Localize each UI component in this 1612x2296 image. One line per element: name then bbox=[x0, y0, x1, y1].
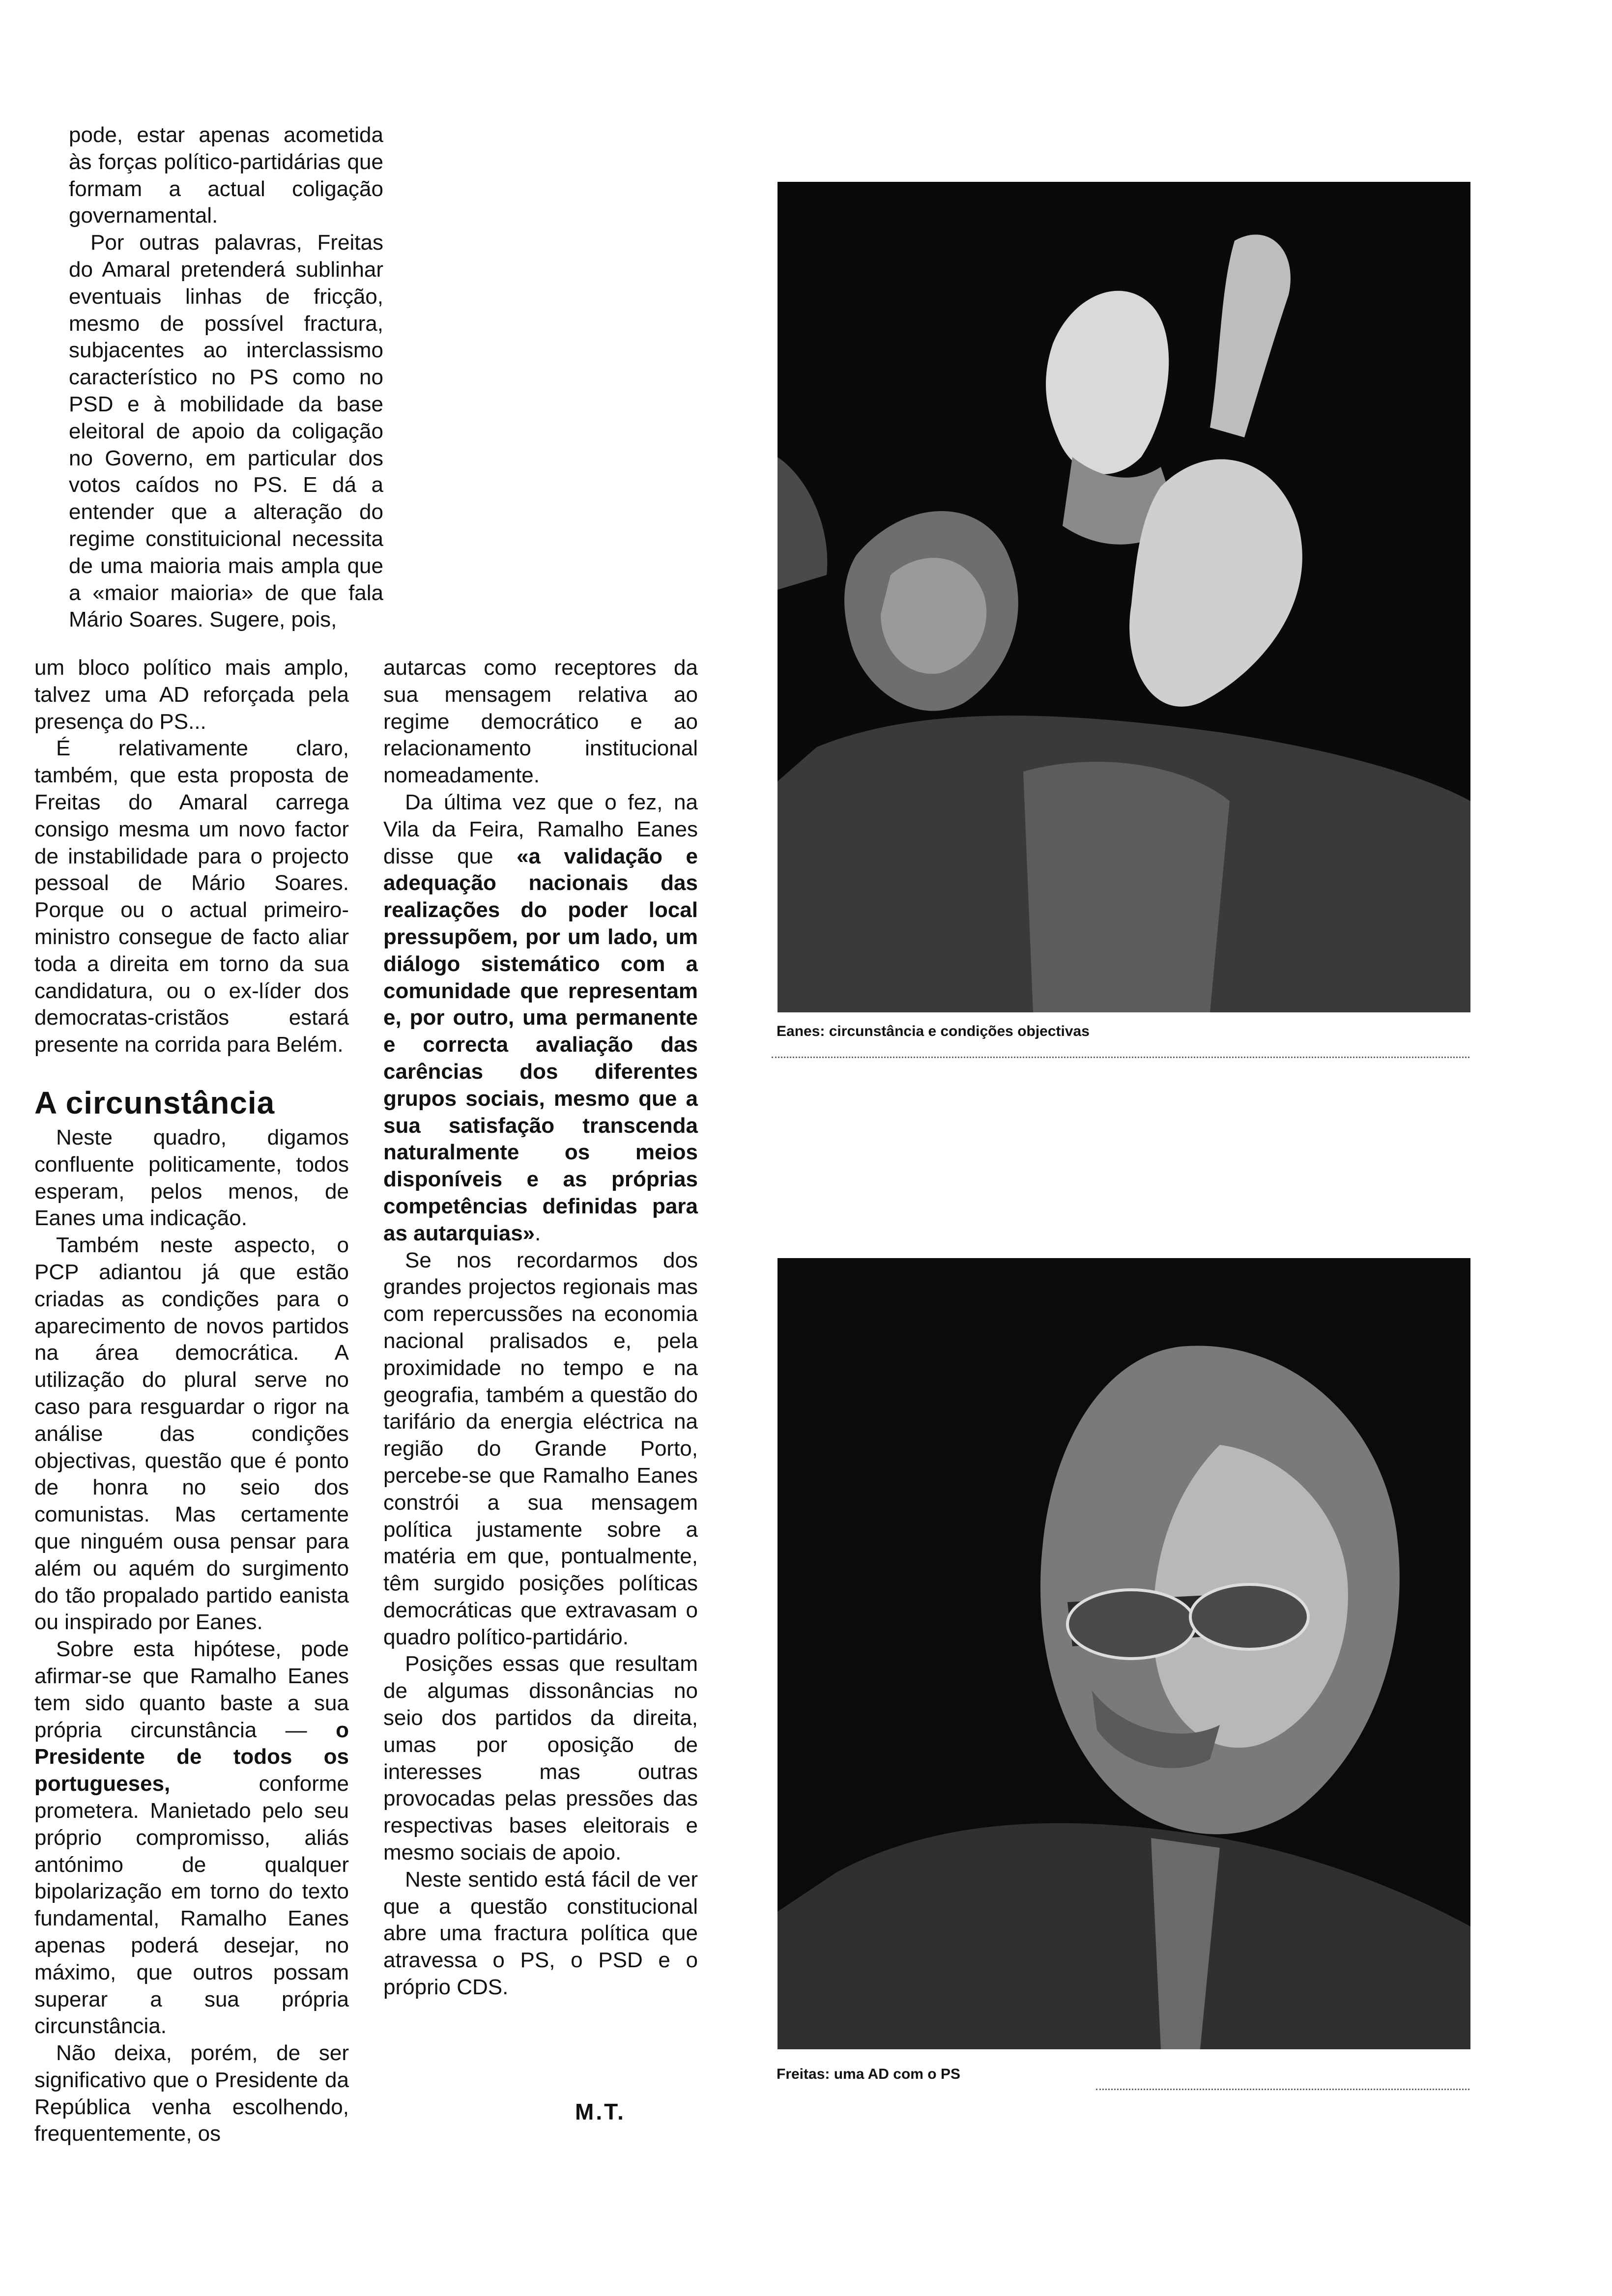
paragraph: É relativamente claro, também, que esta proposta de Freitas do Amaral carrega consigo mesma um novo factor de instabilidade para o projecto pessoal de Mário Soares. Porque ou o actual primeiro-ministro consegue de facto aliar toda a direita em torno da sua candidatura, ou o ex-líder dos democratas-cristãos estará presente na corrida para Belém. bbox=[34, 736, 349, 1057]
paragraph: Posições essas que resultam de algumas dissonâncias no seio dos partidos da direita, umas por oposição de interesses mas outras provocadas pelas pressões das respectivas bases eleitorais e mesmo sociais de apoio. bbox=[383, 1652, 698, 1865]
column-1-top bbox=[69, 122, 383, 633]
paragraph-text: Da última vez que o fez, na Vila da Feira, Ramalho Eanes disse que bbox=[383, 790, 698, 868]
photo-freitas-image bbox=[777, 1258, 1470, 2049]
photo-eanes bbox=[777, 182, 1470, 1012]
photo-eanes-image bbox=[777, 182, 1470, 1012]
divider bbox=[772, 1057, 1469, 1058]
paragraph-text: conforme prometera. Manietado pelo seu próprio compromisso, aliás antónimo de qualquer bipolarização em torno do texto fundamental, Ramalho Eanes apenas poderá desejar, no máximo, que outros possam superar a sua própria circunstância. bbox=[34, 1772, 349, 2038]
column-1-bottom bbox=[34, 655, 349, 1059]
paragraph-text: Sobre esta hipótese, pode afirmar-se que Ramalho Eanes tem sido quanto baste a sua própria circunstância — bbox=[34, 1637, 349, 1742]
bold-quote: o Presidente de todos os portugueses, bbox=[34, 1718, 349, 1796]
paragraph: Não deixa, porém, de ser significativo que o Presidente da República venha escolhendo, frequentemente, os bbox=[34, 2041, 349, 2146]
paragraph: Neste quadro, digamos confluente politicamente, todos esperam, pelos menos, de Eanes uma indicação. bbox=[34, 1125, 349, 1231]
paragraph bbox=[34, 1636, 349, 2040]
paragraph-text: . bbox=[535, 1221, 541, 1245]
column-2 bbox=[383, 655, 698, 2001]
paragraph bbox=[383, 789, 698, 1247]
paragraph: Neste sentido está fácil de ver que a questão constitucional abre uma fractura política que atravessa o PS, o PSD e o próprio CDS. bbox=[383, 1867, 698, 2000]
paragraph: Se nos recordarmos dos grandes projectos regionais mas com repercussões na economia nacional pralisados e, pela proximidade no tempo e na geografia, também a questão do tarifário da energia eléctrica na região do Grande Porto, percebe-se que Ramalho Eanes constrói a sua mensagem política justamente sobre a matéria em que, pontualmente, têm surgido posições políticas democráticas que extravasam o quadro político-partidário. bbox=[383, 1248, 698, 1649]
paragraph: Por outras palavras, Freitas do Amaral pretenderá sublinhar eventuais linhas de fricção, mesmo de possível fractura, subjacentes ao interclassismo característico no PS como no PSD e à mobilidade da base eleitoral de apoio da coligação no Governo, em particular dos votos caídos no PS. E dá a entender que a alteração do regime constituicional necessita de uma maioria mais ampla que a «maior maioria» de que fala Mário Soares. Sugere, pois, bbox=[69, 230, 383, 632]
section-heading: A circunstância bbox=[34, 1085, 275, 1120]
paragraph: pode, estar apenas acometida às forças político-partidárias que formam a actual coligação governamental. bbox=[69, 123, 383, 228]
column-1-after-heading bbox=[34, 1124, 349, 2148]
divider bbox=[1096, 2089, 1469, 2090]
author-signature: M.T. bbox=[575, 2099, 626, 2124]
paragraph: um bloco político mais amplo, talvez uma AD reforçada pela presença do PS... bbox=[34, 656, 349, 734]
photo-freitas-caption: Freitas: uma AD com o PS bbox=[777, 2066, 960, 2082]
paragraph: autarcas como receptores da sua mensagem relativa ao regime democrático e ao relacionamento institucional nomeadamente. bbox=[383, 656, 698, 788]
photo-freitas bbox=[777, 1258, 1470, 2049]
paragraph: Também neste aspecto, o PCP adiantou já que estão criadas as condições para o aparecimento de novos partidos na área democrática. A utilização do plural serve no caso para resguardar o rigor na análise das condições objectivas, questão que é ponto de honra no seio dos comunistas. Mas certamente que ninguém ousa pensar para além ou aquém do surgimento do tão propalado partido eanista ou inspirado por Eanes. bbox=[34, 1233, 349, 1635]
bold-quote: «a validação e adequação nacionais das realizações do poder local pressupõem, por um lado, um diálogo sistemático com a comunidade que representam e, por outro, uma permanente e correcta avaliação das carências dos diferentes grupos sociais, mesmo que a sua satisfação transcenda naturalmente os meios disponíveis e as próprias competências definidas para as autarquias» bbox=[383, 844, 698, 1245]
photo-eanes-caption: Eanes: circunstância e condições objectivas bbox=[777, 1023, 1090, 1039]
